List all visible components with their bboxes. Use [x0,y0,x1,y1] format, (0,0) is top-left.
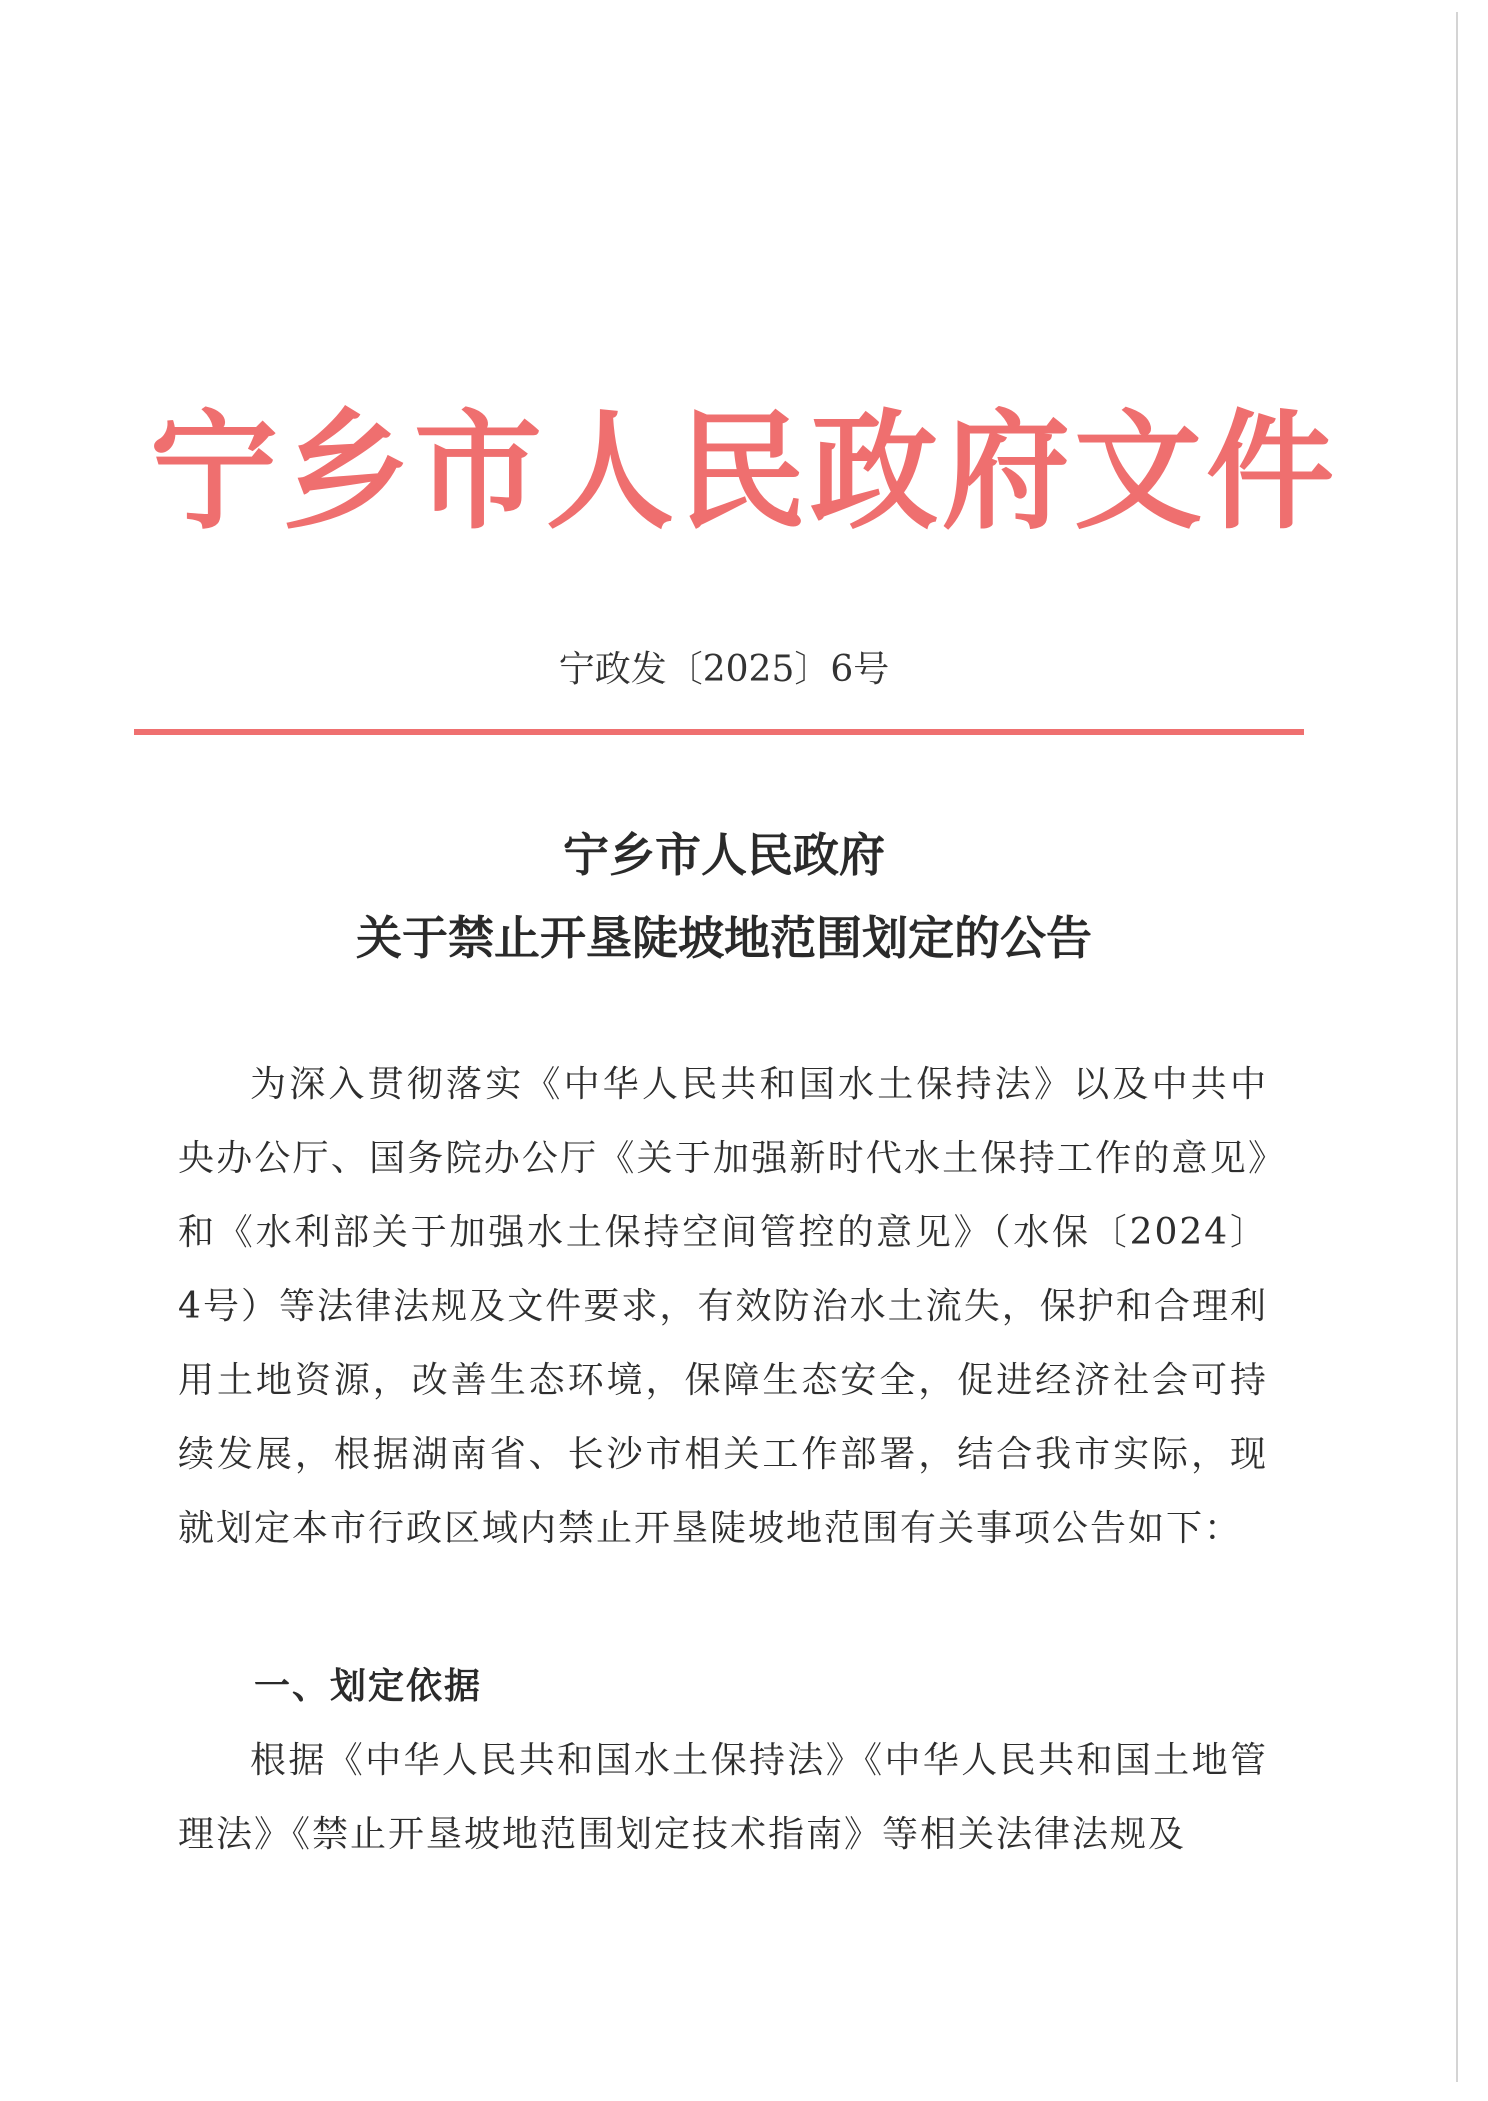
scan-edge-line [1456,12,1458,2082]
notice-title-line-1: 宁乡市人民政府 [563,828,885,882]
document-number: 宁政发〔2025〕6号 [558,649,890,690]
notice-title-line-2: 关于禁止开垦陡坡地范围划定的公告 [356,911,1092,965]
section-1-paragraph-block [178,1724,1268,1872]
intro-paragraph: 为深入贯彻落实《中华人民共和国水土保持法》以及中共中央办公厅、国务院办公厅《关于加强新时代水土保持工作的意见》和《水利部关于加强水土保持空间管控的意见》（水保〔2024〕4号）等法律法规及文件要求，有效防治水土流失，保护和合理利用土地资源，改善生态环境，保障生态安全，促进经济社会可持续发展，根据湖南省、长沙市相关工作部署，结合我市实际，现就划定本市行政区域内禁止开垦陡坡地范围有关事项公告如下： [178,1064,1268,1549]
section-1-paragraph: 根据《中华人民共和国水土保持法》《中华人民共和国土地管理法》《禁止开垦坡地范围划定技术指南》等相关法律法规及 [178,1740,1268,1855]
intro-paragraph-block [178,1048,1268,1566]
section-1-heading: 一、划定依据 [254,1666,483,1707]
masthead-title: 宁乡市人民政府文件 [150,398,1339,547]
red-divider-line [134,729,1304,735]
